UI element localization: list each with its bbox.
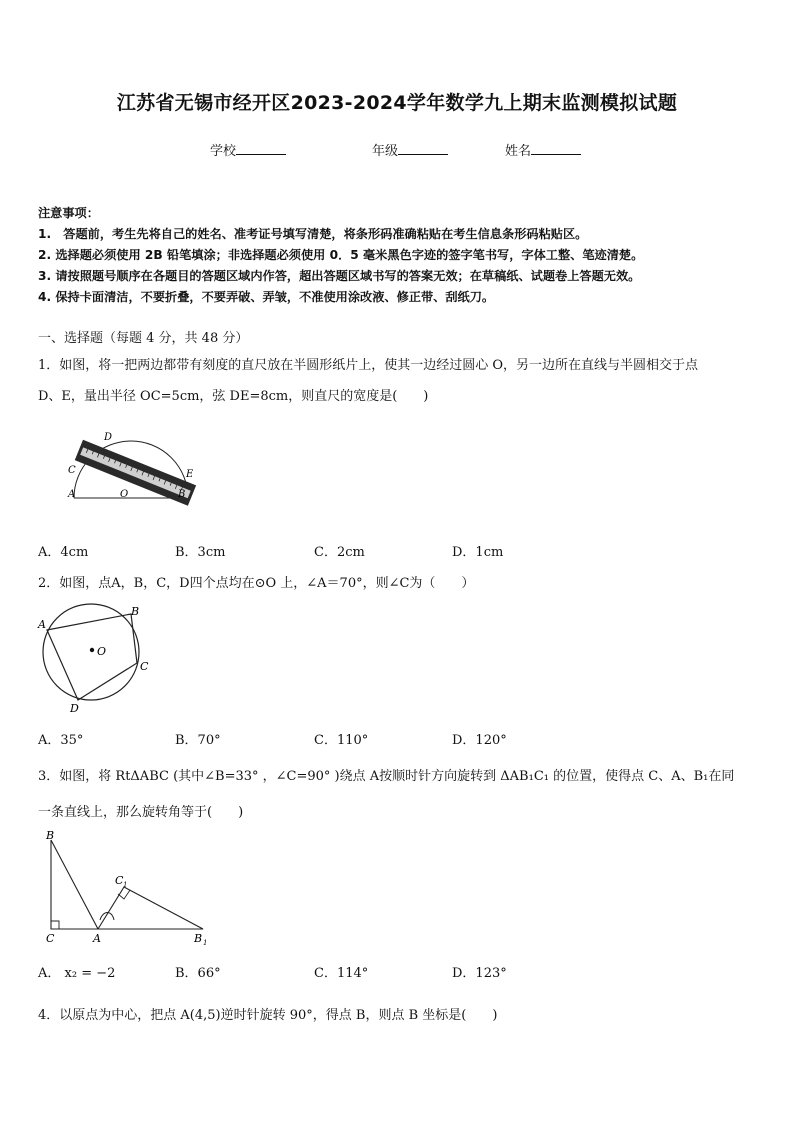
point-label-c: C <box>140 660 149 673</box>
option-b[interactable]: B．66° <box>175 966 221 981</box>
option-d[interactable]: D．1cm <box>452 545 504 560</box>
option-c[interactable]: C．110° <box>314 733 369 748</box>
point-label-c1: C <box>115 874 124 887</box>
school-label: 学校 <box>210 144 237 159</box>
notes-item: 2. 选择题必须使用 2B 铅笔填涂；非选择题必须使用 0．5 毫米黑色字迹的签字笔书写，字体工整、笔迹清楚。 <box>38 248 644 262</box>
question-1-stem-line2: D、E，量出半径 OC=5cm，弦 DE=8cm，则直尺的宽度是( ) <box>38 389 429 404</box>
name-blank[interactable] <box>531 142 581 155</box>
subscript-c1: 1 <box>123 881 128 889</box>
question-3-stem-line2: 一条直线上，那么旋转角等于( ) <box>38 805 244 820</box>
grade-blank[interactable] <box>398 142 448 155</box>
grade-field[interactable] <box>372 140 448 159</box>
question-1-stem-line1: 1．如图，将一把两边都带有刻度的直尺放在半圆形纸片上，使其一边经过圆心 O，另一边所在直线与半圆相交于点 <box>38 358 699 373</box>
notes-item: 4. 保持卡面清洁，不要折叠，不要弄破、弄皱，不准使用涂改液、修正带、刮纸刀。 <box>38 290 495 304</box>
option-b[interactable]: B．3cm <box>175 545 226 560</box>
notes-heading: 注意事项： <box>38 206 99 220</box>
option-d[interactable]: D．123° <box>452 966 507 981</box>
option-a[interactable]: A． x₂ = −2 <box>38 966 116 981</box>
subscript-b1: 1 <box>203 939 208 947</box>
notes-block <box>38 203 643 308</box>
question-1-figure <box>60 428 205 518</box>
option-b[interactable]: B．70° <box>175 733 221 748</box>
point-label-a: A <box>93 932 101 945</box>
grade-label: 年级 <box>372 144 399 159</box>
notes-item: 3. 请按照题号顺序在各题目的答题区域内作答，超出答题区域书写的答案无效；在草稿纸、试题卷上答题无效。 <box>38 269 641 283</box>
point-label-b: B <box>46 829 55 842</box>
option-a[interactable]: A．4cm <box>38 545 89 560</box>
name-field[interactable] <box>505 140 581 159</box>
point-label-c: C <box>68 465 76 476</box>
page-title: 江苏省无锡市经开区2023-2024学年数学九上期末监测模拟试题 <box>116 92 678 114</box>
point-label-o: O <box>120 489 129 500</box>
point-label-c: C <box>46 932 55 945</box>
option-c[interactable]: C．114° <box>314 966 369 981</box>
point-label-o: O <box>97 645 107 658</box>
right-angle-mark-c <box>51 921 59 929</box>
point-label-a: A <box>68 489 76 500</box>
section-title: 一、选择题（每题 4 分，共 48 分） <box>38 331 249 346</box>
school-blank[interactable] <box>236 142 286 155</box>
point-label-d: D <box>104 432 113 443</box>
question-2-figure <box>36 600 156 715</box>
school-field[interactable] <box>210 140 286 159</box>
triangle-ab1c1 <box>98 887 203 929</box>
point-label-a: A <box>38 618 46 631</box>
point-label-e: E <box>186 469 194 480</box>
center-point <box>90 648 94 652</box>
question-4-stem: 4．以原点为中心，把点 A(4,5)逆时针旋转 90°，得点 B，则点 B 坐标是( ) <box>38 1008 498 1023</box>
point-label-b: B <box>178 489 186 500</box>
option-d[interactable]: D．120° <box>452 733 507 748</box>
notes-item: 1. 答题前，考生先将自己的姓名、准考证号填写清楚，将条形码准确粘贴在考生信息条形码粘贴区。 <box>38 227 588 241</box>
question-2-stem: 2．如图，点A，B，C，D四个点均在⊙O 上，∠A＝70°，则∠C为（ ） <box>38 576 475 591</box>
triangle-abc <box>51 840 98 929</box>
circle-o <box>43 604 139 700</box>
point-label-b1: B <box>194 932 203 945</box>
point-label-d: D <box>70 702 79 715</box>
question-3-stem-line1: 3．如图，将 RtΔABC (其中∠B=33° ，∠C=90° )绕点 A按顺时针方向旋转到 ΔAB₁C₁ 的位置，使得点 C、A、B₁在同 <box>38 769 735 784</box>
option-a[interactable]: A．35° <box>38 733 84 748</box>
name-label: 姓名 <box>505 144 532 159</box>
question-3-figure <box>40 828 215 950</box>
point-label-b: B <box>131 605 140 618</box>
option-c[interactable]: C．2cm <box>314 545 365 560</box>
